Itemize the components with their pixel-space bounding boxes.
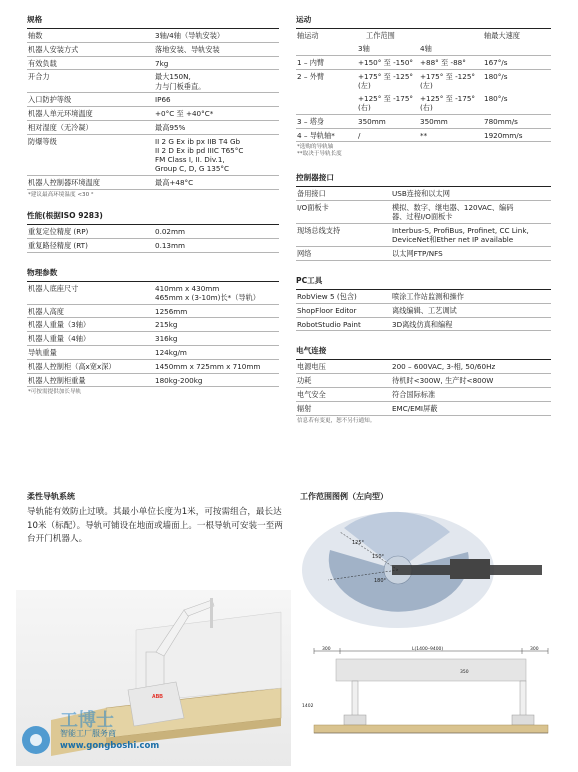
motion-cell-c3: +175° 至 -125° (左)	[420, 71, 475, 90]
electrical-key: 功耗	[297, 376, 312, 386]
specs-key: 有效负载	[28, 58, 57, 68]
motion-subheader-4axis: 4轴	[420, 44, 432, 54]
motion-table	[296, 56, 551, 142]
specs-key: 防爆等级	[28, 136, 57, 146]
specs-key: 机器人控制器环境温度	[28, 178, 100, 188]
specs-row	[27, 135, 279, 176]
pctools-row	[296, 318, 551, 332]
performance-key: 重复路径精度 (RT)	[28, 240, 88, 250]
physical-row	[27, 374, 279, 388]
workrange-top-view	[300, 510, 556, 632]
specs-table	[27, 29, 279, 190]
performance-table	[27, 225, 279, 253]
physical-note: *可按需提供加长导轨	[28, 389, 82, 396]
motion-cell-c2: +125° 至 -175° (右)	[358, 93, 413, 112]
motion-cell-c1: 3 – 塔身	[297, 116, 325, 126]
angle-label-3: 180°	[374, 578, 387, 584]
motion-cell-c1: 4 – 导轨轴*	[297, 130, 335, 140]
performance-value: 0.13mm	[155, 240, 186, 250]
specs-value: 最大150N, 力与门板垂直。	[155, 72, 206, 91]
controller-table	[296, 187, 551, 261]
electrical-key: 电气安全	[297, 389, 326, 399]
dim-length: L(1400–9400)	[412, 647, 444, 652]
specs-value: IP66	[155, 95, 171, 105]
performance-value: 0.02mm	[155, 226, 186, 236]
motion-row	[296, 129, 551, 143]
left-column	[27, 12, 279, 396]
motion-cell-c2: +175° 至 -125° (左)	[358, 71, 413, 90]
motion-cell-c4: 180°/s	[484, 93, 508, 103]
svg-text:工博士: 工博士	[60, 710, 114, 731]
dim-height-1: 350	[460, 670, 469, 675]
specs-row	[27, 70, 279, 93]
motion-cell-c3: +88° 至 -88°	[420, 57, 466, 67]
controller-row	[296, 201, 551, 224]
physical-key: 机器人高度	[28, 306, 64, 316]
motion-header-row	[296, 29, 551, 42]
specs-value: II 2 G Ex ib px IIB T4 Gb II 2 D Ex ib pd IIIC T65°C FM Class I, II. Div.1, Group C, D, G 135°C	[155, 136, 244, 174]
physical-key: 机器人重量（4轴）	[28, 334, 91, 344]
rail-section-title: 柔性导轨系统	[27, 492, 75, 501]
controller-row	[296, 247, 551, 261]
specs-row	[27, 43, 279, 57]
specs-note: *建议最高环境温度 <30 °	[28, 191, 94, 198]
electrical-row	[296, 388, 551, 402]
physical-row	[27, 282, 279, 305]
physical-row	[27, 346, 279, 360]
specs-value: +0°C 至 +40°C*	[155, 109, 214, 119]
physical-value: 124kg/m	[155, 347, 187, 357]
motion-title: 运动	[296, 12, 551, 29]
controller-row	[296, 224, 551, 247]
physical-key: 机器人重量（3轴）	[28, 320, 91, 330]
right-column	[296, 12, 551, 425]
specs-key: 开合力	[28, 72, 50, 82]
controller-title: 控制器接口	[296, 170, 551, 187]
electrical-value: 待机时<300W, 生产时<800W	[392, 376, 494, 386]
motion-row	[296, 56, 551, 70]
physical-row	[27, 318, 279, 332]
watermark-text: 智能工厂服务商	[60, 729, 116, 738]
physical-value: 1256mm	[155, 306, 188, 316]
motion-cell-c4: 180°/s	[484, 71, 508, 81]
physical-row	[27, 332, 279, 346]
motion-cell-c1: 2 – 外臂	[297, 71, 325, 81]
physical-value: 180kg-200kg	[155, 375, 203, 385]
pctools-key: RobView 5 (包含)	[297, 291, 357, 301]
svg-text:ABB: ABB	[152, 694, 163, 700]
physical-row	[27, 360, 279, 374]
pctools-row	[296, 304, 551, 318]
performance-key: 重复定位精度 (RP)	[28, 226, 89, 236]
performance-title: 性能(根据ISO 9283)	[27, 208, 279, 225]
pctools-row	[296, 290, 551, 304]
motion-header-range: 工作范围	[366, 31, 395, 40]
motion-cell-c1: 1 – 内臂	[297, 57, 325, 67]
angle-label-1: 125°	[352, 540, 365, 546]
dim-left: 300	[322, 647, 331, 652]
performance-row	[27, 225, 279, 239]
specs-row	[27, 93, 279, 107]
specs-title: 规格	[27, 12, 279, 29]
performance-row	[27, 239, 279, 253]
controller-value: 以太网FTP/NFS	[392, 249, 443, 259]
electrical-table	[296, 360, 551, 415]
specs-key: 相对湿度（无冷凝）	[28, 122, 93, 132]
pctools-title: PC工具	[296, 273, 551, 290]
motion-header-speed: 轴最大速度	[484, 31, 520, 40]
pctools-value: 喷涂工作站监测和操作	[392, 291, 464, 301]
specs-row	[27, 29, 279, 43]
physical-row	[27, 305, 279, 319]
motion-cell-c4: 167°/s	[484, 57, 508, 67]
dim-right: 300	[530, 647, 539, 652]
motion-cell-c2: +150° 至 -150°	[358, 57, 413, 67]
motion-header-axis: 轴运动	[297, 31, 319, 40]
electrical-value: 符合国际标准	[392, 389, 436, 399]
electrical-title: 电气连接	[296, 343, 551, 360]
rail-section-text: 导轨能有效防止过喷。其最小单位长度为1米，可按需组合，最长达10米（标配）。导轨可铺设在地面或墙面上。一根导轨可安装一至两台开门机器人。	[27, 507, 283, 545]
motion-cell-c2: 350mm	[358, 116, 386, 126]
motion-cell-c2: /	[358, 130, 361, 140]
watermark-url: www.gongboshi.com	[60, 741, 160, 751]
physical-value: 1450mm x 725mm x 710mm	[155, 361, 261, 371]
controller-key: I/O面板卡	[297, 203, 329, 213]
physical-key: 导轨重量	[28, 347, 57, 357]
workrange-side-view	[300, 645, 556, 745]
specs-key: 机器人安装方式	[28, 44, 79, 54]
electrical-row	[296, 360, 551, 374]
motion-note: *选购的导轨轴 **取决于导轨长度	[297, 144, 342, 158]
physical-value: 215kg	[155, 320, 178, 330]
specs-row	[27, 107, 279, 121]
motion-row	[296, 115, 551, 129]
pctools-key: RobotStudio Paint	[297, 319, 361, 329]
electrical-note: 信息若有变更，恕不另行通知。	[297, 417, 376, 424]
workrange-section-title: 工作范围图例（左向型）	[300, 492, 388, 501]
physical-value: 410mm x 430mm 465mm x (3-10m)长*（导轨）	[155, 283, 260, 302]
specs-row	[27, 121, 279, 135]
angle-label-2: 150°	[372, 554, 385, 560]
electrical-value: 200 – 600VAC, 3-相, 50/60Hz	[392, 362, 496, 372]
physical-key: 机器人控制柜重量	[28, 375, 86, 385]
specs-key: 机器人单元环境温度	[28, 109, 93, 119]
motion-subheader-3axis: 3轴	[358, 44, 370, 54]
pctools-value: 离线编辑、工艺调试	[392, 305, 457, 315]
motion-cell-c3: +125° 至 -175° (右)	[420, 93, 475, 112]
controller-value: USB连接和以太网	[392, 189, 450, 199]
controller-value: 模拟、数字、继电器、120VAC、编码 器、过程I/O面板卡	[392, 203, 514, 222]
electrical-row	[296, 374, 551, 388]
pctools-key: ShopFloor Editor	[297, 305, 357, 315]
motion-row	[296, 92, 551, 115]
physical-key: 机器人控制柜（高x宽x深）	[28, 361, 116, 371]
specs-value: 最高95%	[155, 122, 186, 132]
pctools-value: 3D离线仿真和编程	[392, 319, 453, 329]
specs-value: 3轴/4轴（导轨安装）	[155, 31, 225, 40]
electrical-key: 电源电压	[297, 362, 326, 372]
controller-row	[296, 187, 551, 201]
specs-value: 落地安装、导轨安装	[155, 44, 220, 54]
physical-title: 物理参数	[27, 265, 279, 282]
controller-value: Interbus-S, ProfiBus, Profinet, CC Link, DeviceNet和Ether net IP available	[392, 226, 529, 245]
electrical-key: 辐射	[297, 403, 312, 413]
controller-key: 网络	[297, 249, 312, 259]
specs-row	[27, 176, 279, 190]
specs-value: 7kg	[155, 58, 169, 68]
motion-row	[296, 70, 551, 92]
controller-key: 现场总线支持	[297, 226, 341, 236]
specs-value: 最高+48°C	[155, 178, 194, 188]
motion-subheader-row	[296, 42, 551, 56]
specs-key: 入口防护等级	[28, 95, 72, 105]
motion-cell-c3: 350mm	[420, 116, 448, 126]
motion-cell-c4: 1920mm/s	[484, 130, 523, 140]
electrical-value: EMC/EMI屏蔽	[392, 403, 438, 413]
pctools-table	[296, 290, 551, 331]
motion-cell-c4: 780mm/s	[484, 116, 518, 126]
electrical-row	[296, 402, 551, 416]
controller-key: 备用接口	[297, 189, 326, 199]
specs-key: 轴数	[28, 31, 43, 40]
motion-cell-c3: **	[420, 130, 428, 140]
dim-height-2: 1402	[302, 704, 314, 709]
specs-row	[27, 57, 279, 71]
physical-value: 316kg	[155, 334, 178, 344]
physical-key: 机器人底座尺寸	[28, 283, 79, 293]
physical-table	[27, 282, 279, 388]
